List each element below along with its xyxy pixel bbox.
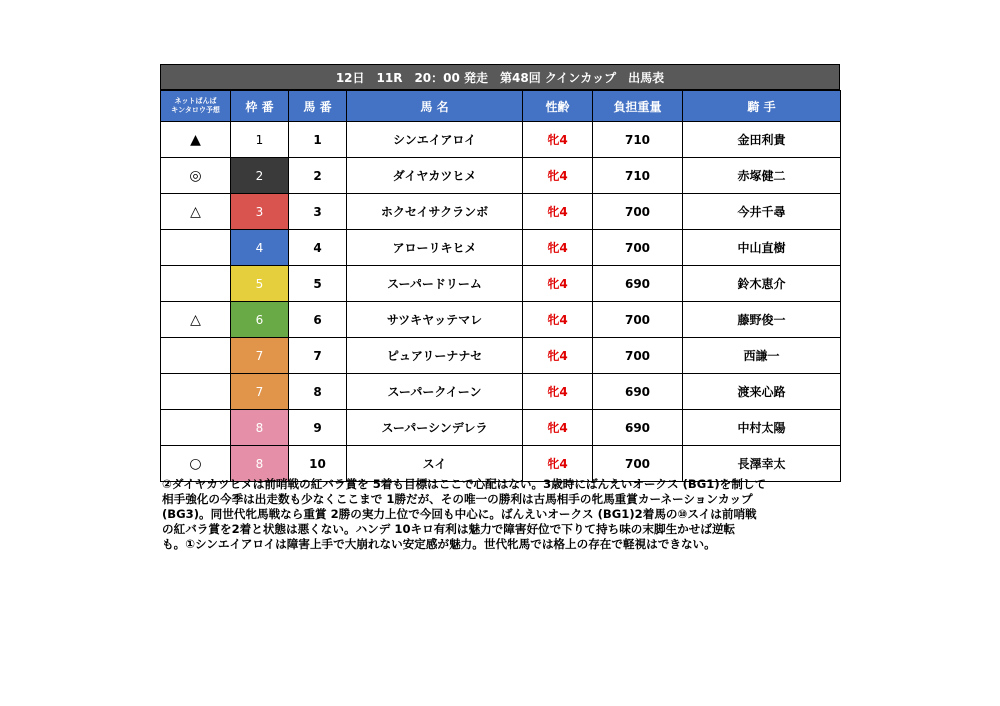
horse-name: スーパーシンデレラ bbox=[347, 410, 523, 446]
horse-number: 10 bbox=[289, 446, 347, 482]
table-row bbox=[161, 302, 841, 338]
sex-age: 牝4 bbox=[523, 122, 593, 158]
sex-age: 牝4 bbox=[523, 230, 593, 266]
burden-weight: 690 bbox=[593, 266, 683, 302]
race-card bbox=[160, 64, 840, 482]
prediction-mark bbox=[161, 230, 231, 266]
horse-number: 1 bbox=[289, 122, 347, 158]
jockey-name: 今井千尋 bbox=[683, 194, 841, 230]
column-header-sex-age: 性齢 bbox=[523, 91, 593, 122]
prediction-mark: ○ bbox=[161, 446, 231, 482]
column-header-prediction bbox=[161, 91, 231, 122]
horse-number: 4 bbox=[289, 230, 347, 266]
horse-name: ホクセイサクランボ bbox=[347, 194, 523, 230]
sex-age: 牝4 bbox=[523, 410, 593, 446]
entry-table bbox=[160, 90, 841, 482]
table-row bbox=[161, 266, 841, 302]
table-row bbox=[161, 122, 841, 158]
burden-weight: 700 bbox=[593, 230, 683, 266]
prediction-mark bbox=[161, 374, 231, 410]
horse-number: 9 bbox=[289, 410, 347, 446]
sex-age: 牝4 bbox=[523, 194, 593, 230]
burden-weight: 690 bbox=[593, 410, 683, 446]
horse-name: ピュアリーナナセ bbox=[347, 338, 523, 374]
waku-number: 2 bbox=[231, 158, 289, 194]
sex-age: 牝4 bbox=[523, 446, 593, 482]
burden-weight: 690 bbox=[593, 374, 683, 410]
jockey-name: 金田利貴 bbox=[683, 122, 841, 158]
race-title: 12日 11R 20：00 発走 第48回 クインカップ 出馬表 bbox=[160, 64, 840, 90]
sex-age: 牝4 bbox=[523, 266, 593, 302]
column-header-name: 馬 名 bbox=[347, 91, 523, 122]
horse-name: サツキヤッテマレ bbox=[347, 302, 523, 338]
burden-weight: 700 bbox=[593, 338, 683, 374]
jockey-name: 渡来心路 bbox=[683, 374, 841, 410]
commentary-line: ②ダイヤカツヒメは前哨戦の紅バラ賞を 5着も目標はここで心配はない。3歳時にばんえいオークス (BG1)を制して bbox=[162, 477, 767, 491]
burden-weight: 700 bbox=[593, 302, 683, 338]
horse-number: 6 bbox=[289, 302, 347, 338]
jockey-name: 中村太陽 bbox=[683, 410, 841, 446]
prediction-mark: ▲ bbox=[161, 122, 231, 158]
jockey-name: 鈴木恵介 bbox=[683, 266, 841, 302]
waku-number: 3 bbox=[231, 194, 289, 230]
sex-age: 牝4 bbox=[523, 374, 593, 410]
burden-weight: 700 bbox=[593, 194, 683, 230]
horse-number: 7 bbox=[289, 338, 347, 374]
waku-number: 1 bbox=[231, 122, 289, 158]
horse-name: スーパークイーン bbox=[347, 374, 523, 410]
burden-weight: 700 bbox=[593, 446, 683, 482]
horse-name: シンエイアロイ bbox=[347, 122, 523, 158]
sex-age: 牝4 bbox=[523, 158, 593, 194]
table-row bbox=[161, 194, 841, 230]
table-row bbox=[161, 230, 841, 266]
prediction-mark bbox=[161, 338, 231, 374]
prediction-mark: △ bbox=[161, 194, 231, 230]
waku-number: 7 bbox=[231, 338, 289, 374]
commentary-line: の紅バラ賞を2着と状態は悪くない。ハンデ 10キロ有利は魅力で障害好位で下りて持ち味の末脚生かせば逆転 bbox=[162, 522, 736, 536]
prediction-header-line1: ネットばんば bbox=[174, 97, 217, 105]
table-row bbox=[161, 374, 841, 410]
race-commentary bbox=[162, 477, 842, 552]
horse-number: 8 bbox=[289, 374, 347, 410]
horse-name: スイ bbox=[347, 446, 523, 482]
jockey-name: 藤野俊一 bbox=[683, 302, 841, 338]
horse-name: アローリキヒメ bbox=[347, 230, 523, 266]
waku-number: 8 bbox=[231, 446, 289, 482]
prediction-mark: △ bbox=[161, 302, 231, 338]
column-header-uma: 馬 番 bbox=[289, 91, 347, 122]
burden-weight: 710 bbox=[593, 122, 683, 158]
column-header-jockey: 騎 手 bbox=[683, 91, 841, 122]
column-header-waku: 枠 番 bbox=[231, 91, 289, 122]
horse-number: 5 bbox=[289, 266, 347, 302]
jockey-name: 西謙一 bbox=[683, 338, 841, 374]
horse-number: 3 bbox=[289, 194, 347, 230]
table-row bbox=[161, 338, 841, 374]
prediction-mark bbox=[161, 410, 231, 446]
waku-number: 5 bbox=[231, 266, 289, 302]
prediction-header-line2: キンタロウ予想 bbox=[171, 106, 220, 114]
column-header-weight: 負担重量 bbox=[593, 91, 683, 122]
horse-name: スーパードリーム bbox=[347, 266, 523, 302]
burden-weight: 710 bbox=[593, 158, 683, 194]
jockey-name: 中山直樹 bbox=[683, 230, 841, 266]
waku-number: 7 bbox=[231, 374, 289, 410]
prediction-mark bbox=[161, 266, 231, 302]
jockey-name: 長澤幸太 bbox=[683, 446, 841, 482]
horse-number: 2 bbox=[289, 158, 347, 194]
sex-age: 牝4 bbox=[523, 338, 593, 374]
column-header-row bbox=[161, 91, 841, 122]
commentary-line: 相手強化の今季は出走数も少なくここまで 1勝だが、その唯一の勝利は古馬相手の牝馬重賞カーネーションカップ bbox=[162, 492, 753, 506]
waku-number: 6 bbox=[231, 302, 289, 338]
sex-age: 牝4 bbox=[523, 302, 593, 338]
jockey-name: 赤塚健二 bbox=[683, 158, 841, 194]
table-row bbox=[161, 410, 841, 446]
horse-name: ダイヤカツヒメ bbox=[347, 158, 523, 194]
prediction-mark: ◎ bbox=[161, 158, 231, 194]
commentary-line: も。①シンエイアロイは障害上手で大崩れない安定感が魅力。世代牝馬では格上の存在で軽視はできない。 bbox=[162, 537, 716, 551]
waku-number: 4 bbox=[231, 230, 289, 266]
table-row bbox=[161, 158, 841, 194]
commentary-line: (BG3)。同世代牝馬戦なら重賞 2勝の実力上位で今回も中心に。ばんえいオークス (BG1)2着馬の⑩スイは前哨戦 bbox=[162, 507, 757, 521]
waku-number: 8 bbox=[231, 410, 289, 446]
